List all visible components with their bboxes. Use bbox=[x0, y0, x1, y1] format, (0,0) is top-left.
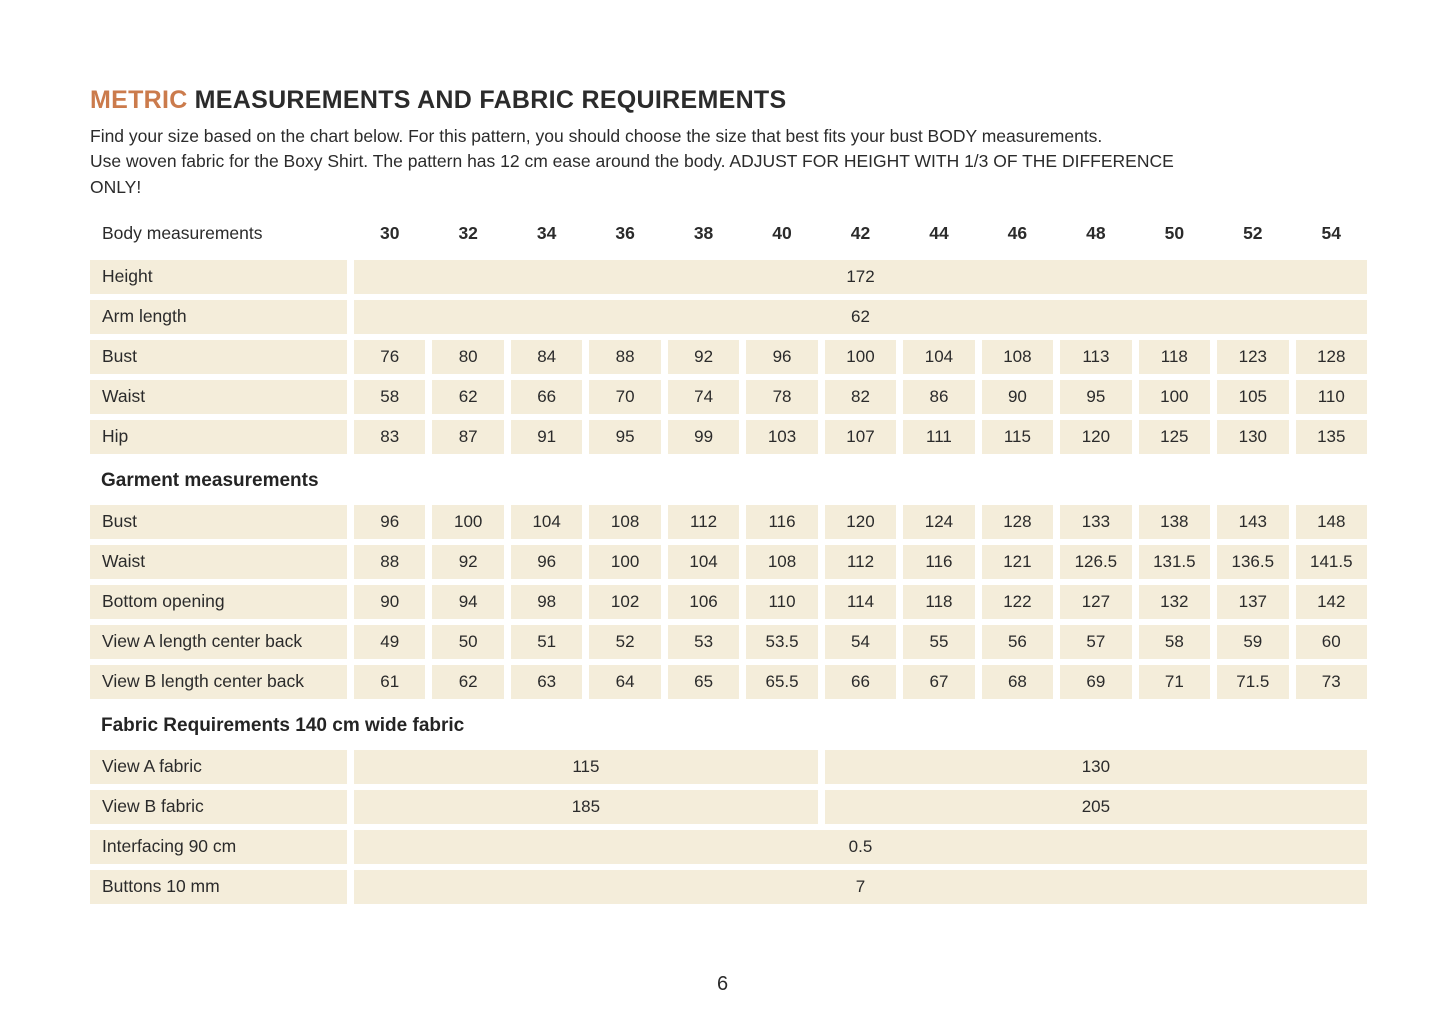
value-cell: 67 bbox=[903, 665, 974, 699]
table-row bbox=[90, 505, 1367, 539]
row-label: Bottom opening bbox=[90, 585, 347, 619]
size-column-header: 40 bbox=[772, 223, 792, 244]
value-cell: 123 bbox=[1217, 340, 1288, 374]
table-row bbox=[90, 870, 1367, 904]
table-row bbox=[90, 260, 1367, 294]
value-cell: 132 bbox=[1139, 585, 1210, 619]
row-label: Buttons 10 mm bbox=[90, 870, 347, 904]
value-cell: 113 bbox=[1060, 340, 1131, 374]
row-label: View A fabric bbox=[90, 750, 347, 784]
row-label: Arm length bbox=[90, 300, 347, 334]
merged-value-cell: 205 bbox=[825, 790, 1367, 824]
value-cell: 114 bbox=[825, 585, 896, 619]
merged-value-cell: 0.5 bbox=[354, 830, 1367, 864]
value-cell: 63 bbox=[511, 665, 582, 699]
table-row bbox=[90, 625, 1367, 659]
table-row bbox=[90, 300, 1367, 334]
merged-value-cell: 185 bbox=[354, 790, 818, 824]
value-cell: 49 bbox=[354, 625, 425, 659]
value-cell: 51 bbox=[511, 625, 582, 659]
value-cell: 82 bbox=[825, 380, 896, 414]
table-row bbox=[90, 665, 1367, 699]
row-label: Bust bbox=[90, 505, 347, 539]
title-rest: MEASUREMENTS AND FABRIC REQUIREMENTS bbox=[194, 86, 787, 114]
value-cell: 88 bbox=[589, 340, 660, 374]
merged-value-cell: 172 bbox=[354, 260, 1367, 294]
merged-value-cell: 115 bbox=[354, 750, 818, 784]
size-column-header: 44 bbox=[929, 223, 949, 244]
value-cell: 96 bbox=[746, 340, 817, 374]
value-cell: 78 bbox=[746, 380, 817, 414]
value-cell: 138 bbox=[1139, 505, 1210, 539]
value-cell: 69 bbox=[1060, 665, 1131, 699]
value-cell: 108 bbox=[746, 545, 817, 579]
size-table bbox=[90, 221, 1367, 904]
value-cell: 112 bbox=[668, 505, 739, 539]
value-cell: 54 bbox=[825, 625, 896, 659]
row-label: View B length center back bbox=[90, 665, 347, 699]
value-cell: 76 bbox=[354, 340, 425, 374]
table-row bbox=[90, 420, 1367, 454]
value-cell: 56 bbox=[982, 625, 1053, 659]
value-cell: 110 bbox=[1296, 380, 1367, 414]
value-cell: 96 bbox=[354, 505, 425, 539]
value-cell: 110 bbox=[746, 585, 817, 619]
value-cell: 58 bbox=[354, 380, 425, 414]
value-cell: 64 bbox=[589, 665, 660, 699]
value-cell: 104 bbox=[668, 545, 739, 579]
size-column-header: 54 bbox=[1321, 223, 1341, 244]
value-cell: 103 bbox=[746, 420, 817, 454]
size-column-header: 46 bbox=[1007, 223, 1028, 244]
size-column-header: 38 bbox=[693, 223, 714, 244]
value-cell: 50 bbox=[432, 625, 503, 659]
value-cell: 122 bbox=[982, 585, 1053, 619]
page-number: 6 bbox=[716, 973, 729, 995]
value-cell: 118 bbox=[1139, 340, 1210, 374]
row-label: Height bbox=[90, 260, 347, 294]
value-cell: 95 bbox=[1060, 380, 1131, 414]
merged-value-cell: 7 bbox=[354, 870, 1367, 904]
size-column-header: 36 bbox=[615, 223, 635, 244]
value-cell: 53 bbox=[668, 625, 739, 659]
row-label: Waist bbox=[90, 380, 347, 414]
intro-text bbox=[90, 124, 1367, 200]
value-cell: 104 bbox=[511, 505, 582, 539]
value-cell: 53.5 bbox=[746, 625, 817, 659]
value-cell: 68 bbox=[982, 665, 1053, 699]
value-cell: 66 bbox=[511, 380, 582, 414]
table-row bbox=[90, 750, 1367, 784]
value-cell: 107 bbox=[825, 420, 896, 454]
row-label: Bust bbox=[90, 340, 347, 374]
size-column-header: 52 bbox=[1243, 223, 1263, 244]
value-cell: 128 bbox=[1296, 340, 1367, 374]
table-row bbox=[90, 790, 1367, 824]
value-cell: 57 bbox=[1060, 625, 1131, 659]
size-column-header: 50 bbox=[1164, 223, 1185, 244]
value-cell: 116 bbox=[746, 505, 817, 539]
value-cell: 71.5 bbox=[1217, 665, 1288, 699]
value-cell: 143 bbox=[1217, 505, 1288, 539]
value-cell: 95 bbox=[589, 420, 660, 454]
value-cell: 100 bbox=[1139, 380, 1210, 414]
value-cell: 120 bbox=[1060, 420, 1131, 454]
value-cell: 111 bbox=[903, 420, 974, 454]
value-cell: 96 bbox=[511, 545, 582, 579]
table-header-row bbox=[90, 221, 1367, 247]
value-cell: 130 bbox=[1217, 420, 1288, 454]
section-header: Garment measurements bbox=[101, 469, 319, 491]
size-column-header: 48 bbox=[1086, 223, 1106, 244]
intro-line: ONLY! bbox=[90, 176, 142, 197]
table-row bbox=[90, 545, 1367, 579]
value-cell: 118 bbox=[903, 585, 974, 619]
row-label: Waist bbox=[90, 545, 347, 579]
value-cell: 90 bbox=[354, 585, 425, 619]
size-column-header: 30 bbox=[379, 223, 400, 244]
value-cell: 83 bbox=[354, 420, 425, 454]
value-cell: 100 bbox=[825, 340, 896, 374]
value-cell: 116 bbox=[903, 545, 974, 579]
row-label: Body measurements bbox=[102, 223, 263, 244]
value-cell: 100 bbox=[589, 545, 660, 579]
value-cell: 105 bbox=[1217, 380, 1288, 414]
value-cell: 62 bbox=[432, 380, 503, 414]
value-cell: 104 bbox=[903, 340, 974, 374]
value-cell: 80 bbox=[432, 340, 503, 374]
value-cell: 74 bbox=[668, 380, 739, 414]
row-label: Interfacing 90 cm bbox=[90, 830, 347, 864]
value-cell: 100 bbox=[432, 505, 503, 539]
value-cell: 142 bbox=[1296, 585, 1367, 619]
intro-line: Use woven fabric for the Boxy Shirt. The pattern has 12 cm ease around the body. ADJUST FOR HEIGHT WITH 1/3 OF THE DIFFERENCE bbox=[90, 151, 1174, 172]
value-cell: 60 bbox=[1296, 625, 1367, 659]
value-cell: 112 bbox=[825, 545, 896, 579]
value-cell: 92 bbox=[668, 340, 739, 374]
value-cell: 133 bbox=[1060, 505, 1131, 539]
title-accent: METRIC bbox=[90, 86, 188, 114]
merged-value-cell: 130 bbox=[825, 750, 1367, 784]
value-cell: 88 bbox=[354, 545, 425, 579]
value-cell: 87 bbox=[432, 420, 503, 454]
value-cell: 90 bbox=[982, 380, 1053, 414]
value-cell: 61 bbox=[354, 665, 425, 699]
value-cell: 98 bbox=[511, 585, 582, 619]
size-column-header: 32 bbox=[458, 223, 478, 244]
value-cell: 108 bbox=[589, 505, 660, 539]
value-cell: 137 bbox=[1217, 585, 1288, 619]
value-cell: 141.5 bbox=[1296, 545, 1367, 579]
value-cell: 99 bbox=[668, 420, 739, 454]
intro-line: Find your size based on the chart below. For this pattern, you should choose the size that best fits your bust BODY measurements. bbox=[90, 126, 1103, 146]
value-cell: 136.5 bbox=[1217, 545, 1288, 579]
value-cell: 94 bbox=[432, 585, 503, 619]
value-cell: 52 bbox=[589, 625, 660, 659]
section-header: Fabric Requirements 140 cm wide fabric bbox=[101, 714, 465, 736]
value-cell: 131.5 bbox=[1139, 545, 1210, 579]
value-cell: 126.5 bbox=[1060, 545, 1131, 579]
value-cell: 128 bbox=[982, 505, 1053, 539]
value-cell: 108 bbox=[982, 340, 1053, 374]
value-cell: 65.5 bbox=[746, 665, 817, 699]
table-row bbox=[90, 585, 1367, 619]
value-cell: 71 bbox=[1139, 665, 1210, 699]
value-cell: 92 bbox=[432, 545, 503, 579]
value-cell: 124 bbox=[903, 505, 974, 539]
row-label: Hip bbox=[90, 420, 347, 454]
value-cell: 84 bbox=[511, 340, 582, 374]
value-cell: 62 bbox=[432, 665, 503, 699]
row-label: View B fabric bbox=[90, 790, 347, 824]
value-cell: 115 bbox=[982, 420, 1053, 454]
value-cell: 59 bbox=[1217, 625, 1288, 659]
value-cell: 135 bbox=[1296, 420, 1367, 454]
size-column-header: 34 bbox=[536, 223, 557, 244]
document-page bbox=[90, 86, 1367, 910]
value-cell: 58 bbox=[1139, 625, 1210, 659]
page-title bbox=[90, 86, 1367, 115]
value-cell: 106 bbox=[668, 585, 739, 619]
table-row bbox=[90, 380, 1367, 414]
value-cell: 73 bbox=[1296, 665, 1367, 699]
value-cell: 102 bbox=[589, 585, 660, 619]
value-cell: 55 bbox=[903, 625, 974, 659]
value-cell: 125 bbox=[1139, 420, 1210, 454]
value-cell: 86 bbox=[903, 380, 974, 414]
value-cell: 66 bbox=[825, 665, 896, 699]
value-cell: 65 bbox=[668, 665, 739, 699]
table-row bbox=[90, 340, 1367, 374]
value-cell: 121 bbox=[982, 545, 1053, 579]
value-cell: 70 bbox=[589, 380, 660, 414]
table-row bbox=[90, 830, 1367, 864]
size-column-header: 42 bbox=[850, 223, 871, 244]
value-cell: 91 bbox=[511, 420, 582, 454]
value-cell: 120 bbox=[825, 505, 896, 539]
value-cell: 148 bbox=[1296, 505, 1367, 539]
value-cell: 127 bbox=[1060, 585, 1131, 619]
row-label: View A length center back bbox=[90, 625, 347, 659]
merged-value-cell: 62 bbox=[354, 300, 1367, 334]
